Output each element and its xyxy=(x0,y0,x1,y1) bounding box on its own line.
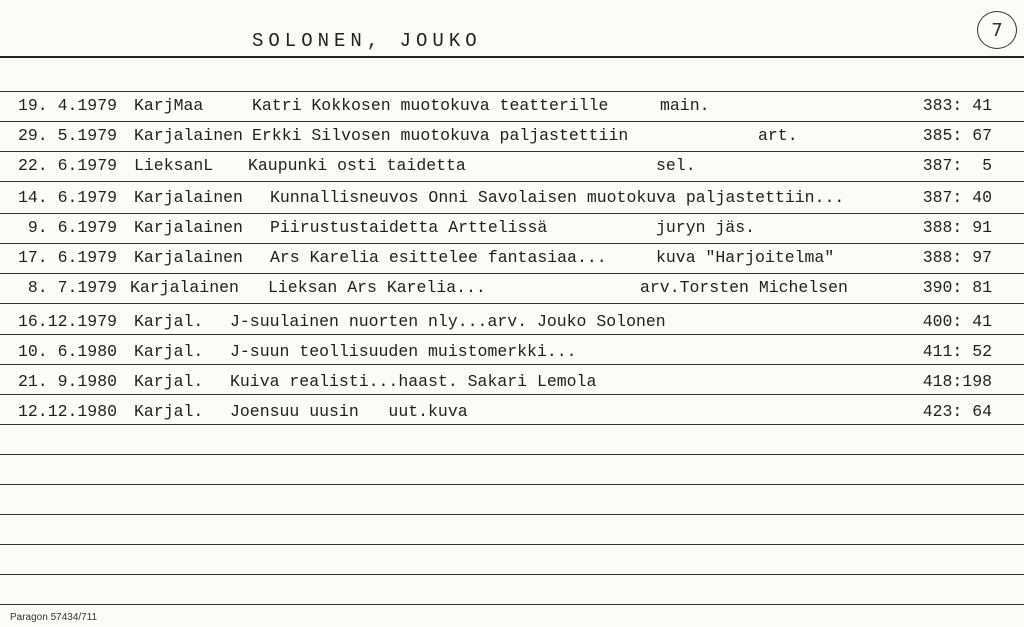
entry-row xyxy=(0,214,1024,240)
entry-title: Katri Kokkosen muotokuva teatterille xyxy=(252,96,609,115)
entry-date: 10. 6.1980 xyxy=(18,342,118,361)
entry-publication: Karjalainen xyxy=(130,278,239,297)
entry-note: juryn jäs. xyxy=(656,218,756,237)
entry-title: J-suulainen nuorten nly...arv. Jouko Solonen xyxy=(230,312,666,331)
entry-publication: Karjalainen xyxy=(134,218,243,237)
entry-date: 14. 6.1979 xyxy=(18,188,118,207)
entry-date: 16.12.1979 xyxy=(18,312,118,331)
entry-row xyxy=(0,308,1024,334)
entry-publication: Karjal. xyxy=(134,402,204,421)
entry-note: arv.Torsten Michelsen xyxy=(640,278,848,297)
ruled-line xyxy=(0,574,1024,575)
entry-note: art. xyxy=(758,126,798,145)
entry-title: J-suun teollisuuden muistomerkki... xyxy=(230,342,577,361)
entry-note: main. xyxy=(660,96,710,115)
entry-date: 17. 6.1979 xyxy=(18,248,118,267)
entry-publication: Karjalainen xyxy=(134,248,243,267)
ruled-line xyxy=(0,604,1024,605)
header-rule xyxy=(0,56,1024,58)
entry-reference: 385: 67 xyxy=(922,126,992,145)
entry-title: Piirustustaidetta Arttelissä xyxy=(270,218,548,237)
ruled-line xyxy=(0,544,1024,545)
ruled-line xyxy=(0,213,1024,214)
card-number-circle xyxy=(977,11,1017,49)
card-header-name: SOLONEN, JOUKO xyxy=(252,30,482,52)
entry-row xyxy=(0,368,1024,394)
entry-reference: 387: 40 xyxy=(922,188,992,207)
entry-publication: KarjMaa xyxy=(134,96,204,115)
ruled-line xyxy=(0,181,1024,182)
ruled-line xyxy=(0,364,1024,365)
entry-row xyxy=(0,152,1024,178)
entry-publication: Karjalainen xyxy=(134,188,243,207)
ruled-line xyxy=(0,243,1024,244)
entry-title: Kaupunki osti taidetta xyxy=(248,156,466,175)
entry-publication: Karjal. xyxy=(134,312,204,331)
ruled-line xyxy=(0,484,1024,485)
entry-reference: 383: 41 xyxy=(922,96,992,115)
entry-title: Kuiva realisti...haast. Sakari Lemola xyxy=(230,372,597,391)
entry-reference: 400: 41 xyxy=(922,312,992,331)
printer-imprint: Paragon 57434/711 xyxy=(10,612,98,623)
ruled-line xyxy=(0,303,1024,304)
entry-date: 12.12.1980 xyxy=(18,402,118,421)
ruled-line xyxy=(0,334,1024,335)
entry-note: kuva "Harjoitelma" xyxy=(656,248,835,267)
entry-title: Joensuu uusin uut.kuva xyxy=(230,402,468,421)
ruled-line xyxy=(0,454,1024,455)
entry-row xyxy=(0,122,1024,148)
entry-date: 8. 7.1979 xyxy=(18,278,118,297)
entry-row xyxy=(0,184,1024,210)
entry-date: 22. 6.1979 xyxy=(18,156,118,175)
ruled-line xyxy=(0,424,1024,425)
entry-reference: 387: 5 xyxy=(922,156,992,175)
ruled-line xyxy=(0,151,1024,152)
entry-reference: 418:198 xyxy=(922,372,992,391)
entry-reference: 423: 64 xyxy=(922,402,992,421)
entry-row xyxy=(0,92,1024,118)
entry-row xyxy=(0,274,1024,300)
ruled-line xyxy=(0,394,1024,395)
entry-note: sel. xyxy=(656,156,696,175)
entry-publication: Karjal. xyxy=(134,342,204,361)
entry-publication: Karjal. xyxy=(134,372,204,391)
entry-reference: 390: 81 xyxy=(922,278,992,297)
entry-date: 19. 4.1979 xyxy=(18,96,118,115)
entry-row xyxy=(0,398,1024,424)
entry-reference: 411: 52 xyxy=(922,342,992,361)
entry-title: Lieksan Ars Karelia... xyxy=(268,278,486,297)
entry-date: 9. 6.1979 xyxy=(18,218,118,237)
entry-publication: Karjalainen xyxy=(134,126,243,145)
entry-row xyxy=(0,244,1024,270)
entry-date: 21. 9.1980 xyxy=(18,372,118,391)
entry-publication: LieksanL xyxy=(134,156,214,175)
entry-reference: 388: 91 xyxy=(922,218,992,237)
card-number: 7 xyxy=(991,19,1003,41)
ruled-line xyxy=(0,273,1024,274)
ruled-line xyxy=(0,514,1024,515)
entry-title: Ars Karelia esittelee fantasiaa... xyxy=(270,248,607,267)
entry-date: 29. 5.1979 xyxy=(18,126,118,145)
ruled-line xyxy=(0,121,1024,122)
entry-title: Erkki Silvosen muotokuva paljastettiin xyxy=(252,126,629,145)
entry-row xyxy=(0,338,1024,364)
entry-title: Kunnallisneuvos Onni Savolaisen muotokuva paljastettiin... xyxy=(270,188,845,207)
entry-reference: 388: 97 xyxy=(922,248,992,267)
